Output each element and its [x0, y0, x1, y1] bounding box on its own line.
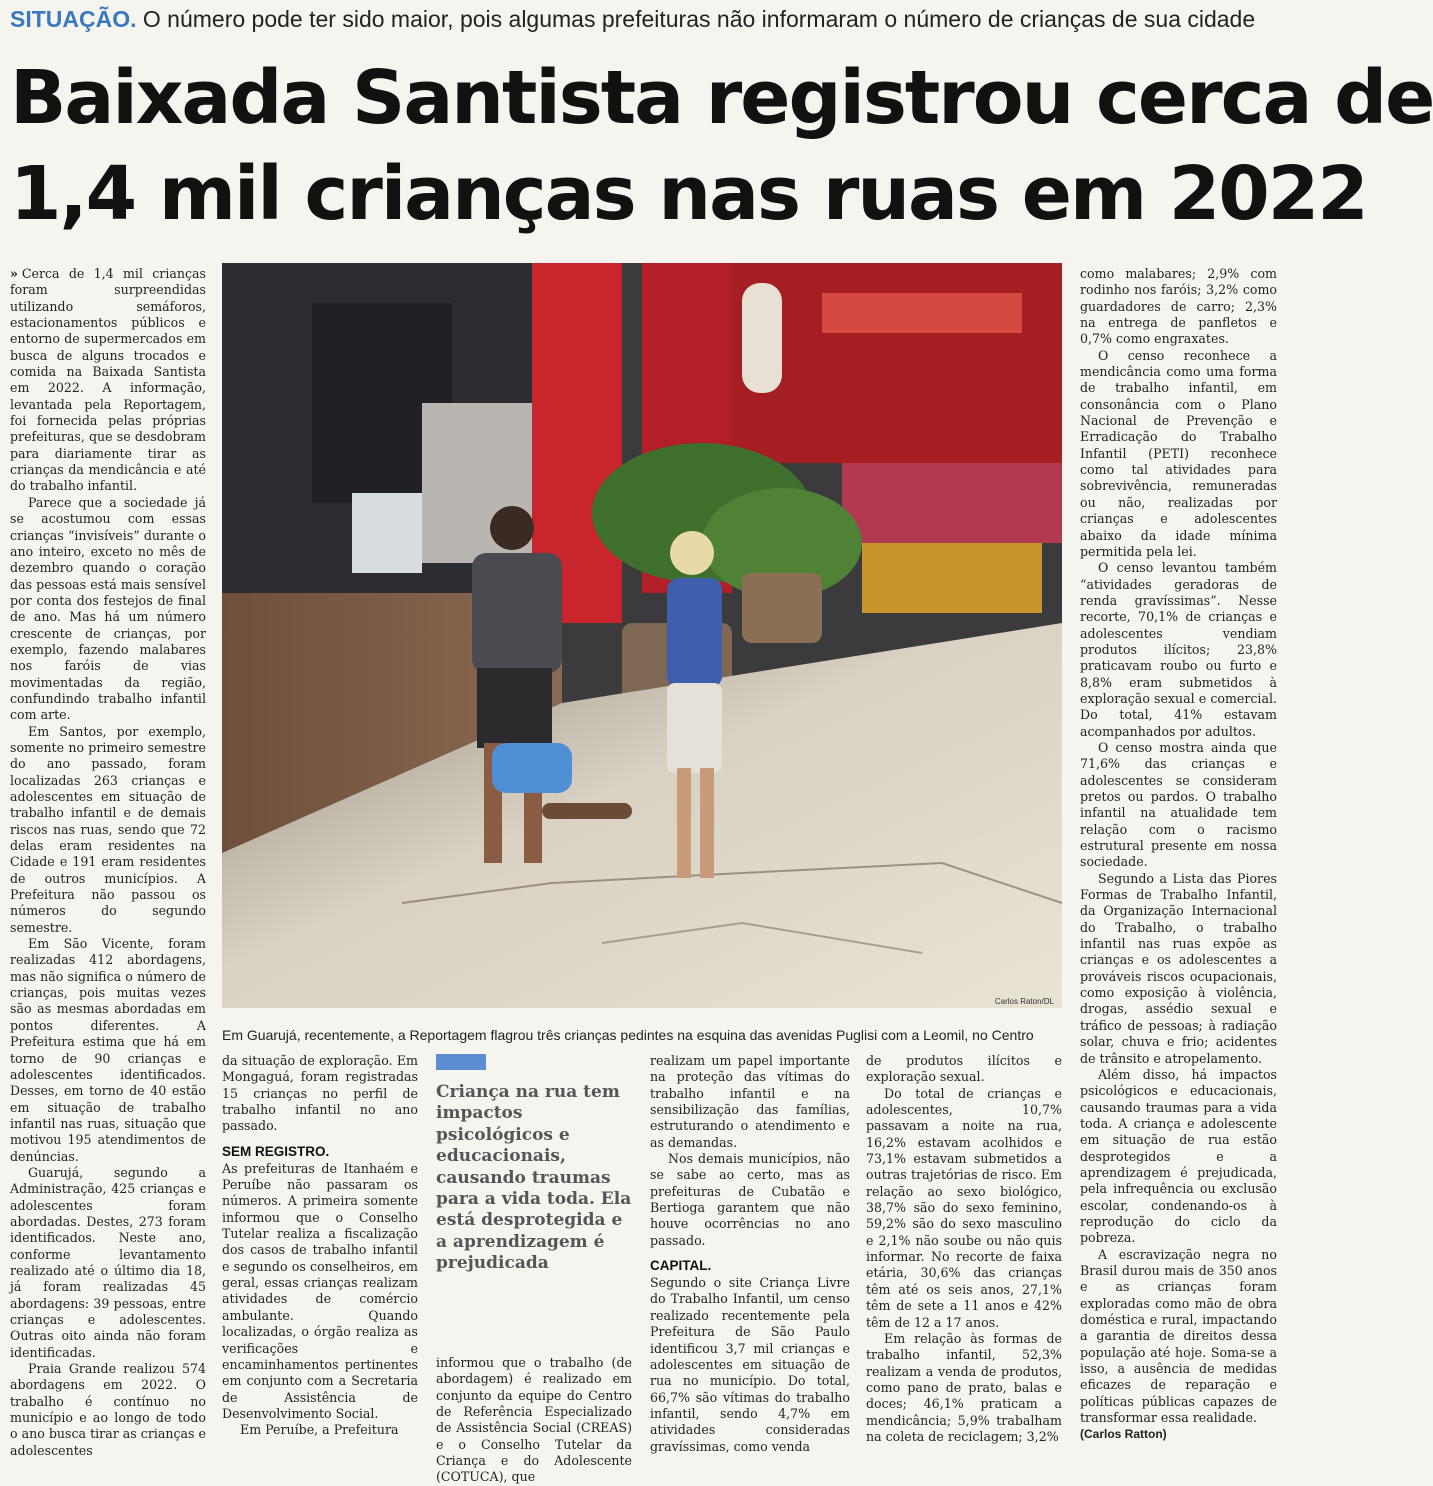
photo-caption: Em Guarujá, recentemente, a Reportagem flagrou três crianças pedintes na esquina das avenidas Puglisi com a Leomil, no Centro — [222, 1027, 1034, 1043]
lead-mark-icon: » — [10, 266, 18, 281]
article-column-3 — [436, 1355, 632, 1483]
headline-line-2: 1,4 mil crianças nas ruas em 2022 — [10, 151, 1367, 237]
paragraph: Segundo o site Criança Livre do Trabalho Infantil, um censo realizado recentemente pela Prefeitura de São Paulo identificou 3,7 mil crianças e adolescentes em situação de rua no município. Do total, 66,7% são vítimas do trabalho infantil, sendo 4,7% em atividades consideradas gravíssimas, como venda — [650, 1275, 850, 1454]
article-column-2 — [222, 1053, 418, 1483]
paragraph: O censo mostra ainda que 71,6% das crianças e adolescentes se consideram pretos ou pardos. O trabalho infantil na atualidade tem relação com o racismo estrutural presente em nossa sociedade. — [1080, 739, 1277, 870]
article-column-6 — [1080, 266, 1277, 1483]
news-photo — [222, 263, 1062, 1008]
article-column-5 — [866, 1053, 1062, 1483]
article-column-4 — [650, 1053, 850, 1483]
paragraph: O censo levantou também “atividades geradoras de renda gravíssimas”. Nesse recorte, 70,1% de crianças e adolescentes vendiam produtos ilícitos; 23,8% praticavam roubo ou furto e 8,8% eram submetidos à exploração sexual e comercial. Do total, 41% estavam acompanhados por adultos. — [1080, 560, 1277, 739]
paragraph: Além disso, há impactos psicológicos e educacionais, causando traumas para a vida toda. A criança e adolescente em situação de rua estão desprotegidos e a aprendizagem é prejudicada, pela infrequência ou exclusão escolar, condenando-os à reprodução do ciclo da pobreza. — [1080, 1066, 1277, 1246]
paragraph: Em relação às formas de trabalho infantil, 52,3% realizam a venda de produtos, como pano de prato, balas e doces; 46,1% praticam a mendicância; 5,9% trabalham na coleta de reciclagem; 3,2% — [866, 1330, 1062, 1444]
kicker-text: O número pode ter sido maior, pois algumas prefeituras não informaram o número de crianças de sua cidade — [142, 6, 1256, 32]
article-column-1 — [10, 266, 206, 1481]
paragraph: Guarujá, segundo a Administração, 425 crianças e adolescentes foram abordadas. Destes, 273 foram identificados. Neste ano, conforme levantamento realizado até o último dia 18, já foram realizadas 45 abordagens: 39 pessoas, entre crianças e adolescentes. Outras oito ainda não foram identificadas. — [10, 1164, 206, 1360]
kicker — [10, 4, 1275, 34]
paragraph: O censo reconhece a mendicância como uma forma de trabalho infantil, em consonância com o Plano Nacional de Prevenção e Erradicação do Trabalho Infantil (PETI) reconhece como tal atividades para sobrevivência, remuneradas ou não, realizadas por crianças e adolescentes abaixo da idade mínima permitida pela lei. — [1080, 347, 1277, 559]
section-heading: SEM REGISTRO. — [222, 1143, 330, 1159]
paragraph: Em São Vicente, foram realizadas 412 abordagens, mas não significa o número de crianças, pois muitas vezes são as mesmas abordadas em pontos diferentes. A Prefeitura estima que há em torno de 90 crianças e adolescentes identificados. Desses, em torno de 40 estão em situação de trabalho infantil nas ruas, situação que motivou 195 atendimentos de denúncias. — [10, 936, 206, 1164]
paragraph: Nos demais municípios, não se sabe ao certo, mas as prefeituras de Cubatão e Bertioga garantem que não houve ocorrências no ano passado. — [650, 1151, 850, 1248]
pull-quote: Criança na rua tem impactos psicológicos e educacionais, causando traumas para a vida toda. Ela está desprotegida e a aprendizagem é prejudicada — [436, 1082, 632, 1274]
paragraph: Em Peruíbe, a Prefeitura — [240, 1422, 399, 1438]
paragraph: Em Santos, por exemplo, somente no primeiro semestre do ano passado, foram localizadas 263 crianças e adolescentes em situação de trabalho infantil e de demais riscos nas ruas, sendo que 72 delas eram residentes na Cidade e 191 eram residentes de outros municípios. A Prefeitura não passou os números do segundo semestre. — [10, 723, 206, 935]
author-credit: (Carlos Ratton) — [1080, 1427, 1167, 1442]
paragraph: informou que o trabalho (de abordagem) é realizado em conjunto da equipe do Centro de Referência Especializado de Assistência Social (CREAS) e o Conselho Tutelar da Criança e do Adolescente (COTUCA), que — [436, 1355, 632, 1485]
paragraph: Do total de crianças e adolescentes, 10,7% passavam a noite na rua, 16,2% estavam acolhidos e 73,1% estavam submetidos a outras trajetórias de risco. Em relação ao sexo biológico, 38,7% são do sexo feminino, 59,2% são do sexo masculino e 2,1% não soube ou não quis informar. No recorte de faixa etária, 30,6% das crianças têm até os seis anos, 27,1% têm de sete a 11 anos e 42% têm de 12 a 17 anos. — [866, 1085, 1062, 1330]
kicker-tag: SITUAÇÃO. — [10, 6, 137, 32]
paragraph: As prefeituras de Itanhaém e Peruíbe não passaram os números. A primeira somente informou que o Conselho Tutelar realiza a fiscalização dos casos de trabalho infantil e segundo os conselheiros, em geral, essas crianças realizam atividades de comércio ambulante. Quando localizadas, o órgão realiza as verificações e encaminhamentos pertinentes em conjunto com a Secretaria de Assistência de Desenvolvimento Social. — [222, 1160, 418, 1421]
paragraph: Parece que a sociedade já se acostumou com essas crianças “invisíveis” durante o ano inteiro, exceto no mês de dezembro quando o coração das pessoas está mais sensível por conta dos festejos de final de ano. Mas há um número crescente de crianças, por exemplo, fazendo malabares nos faróis de vias movimentadas da região, confundindo trabalho infantil com arte. — [10, 494, 206, 723]
paragraph: A escravização negra no Brasil durou mais de 350 anos e as crianças foram exploradas como mão de obra doméstica e rural, impactando a garantia de direitos dessa população até hoje. Soma-se a isso, a ausência de medidas eficazes de reparação e políticas públicas capazes de transformar essa realidade. — [1080, 1246, 1277, 1426]
headline-line-1: Baixada Santista registrou cerca de — [10, 55, 1433, 141]
paragraph: realizam um papel importante na proteção das vítimas do trabalho infantil e na sensibilização das famílias, estruturando o atendimento e as demandas. — [650, 1053, 850, 1150]
paragraph: de produtos ilícitos e exploração sexual. — [866, 1053, 1062, 1085]
photo-illustration — [222, 263, 1062, 1008]
pull-quote-bar — [436, 1054, 486, 1070]
headline — [10, 50, 1433, 242]
section-heading: CAPITAL. — [650, 1258, 712, 1274]
paragraph: Segundo a Lista das Piores Formas de Trabalho Infantil, da Organização Internacional do Trabalho, o trabalho infantil nas ruas expõe as crianças e os adolescentes a prováveis riscos ocupacionais, como exposição à violência, drogas, assédio sexual e tráfico de pessoas; à radiação solar, chuva e frio; acidentes de trânsito e atropelamento. — [1080, 870, 1277, 1066]
paragraph: Cerca de 1,4 mil crianças foram surpreendidas utilizando semáforos, estacionamentos públicos e entorno de supermercados em busca de alguns trocados e comida na Baixada Santista em 2022. A informação, levantada pela Reportagem, foi fornecida pelas próprias prefeituras, que se desdobram para diariamente tirar as crianças da mendicância e até do trabalho infantil. — [10, 266, 206, 494]
paragraph: como malabares; 2,9% com rodinho nos faróis; 3,2% como guardadores de carro; 2,3% na entrega de panfletos e 0,7% como engraxates. — [1080, 266, 1277, 347]
photo-credit: Carlos Raton/DL — [994, 997, 1054, 1006]
paragraph: Praia Grande realizou 574 abordagens em 2022. O trabalho é contínuo no município e ao longo de todo o ano busca tirar as crianças e adolescentes — [10, 1361, 206, 1458]
paragraph: da situação de exploração. Em Mongaguá, foram registradas 15 crianças no perfil de trabalho infantil no ano passado. — [222, 1053, 418, 1134]
